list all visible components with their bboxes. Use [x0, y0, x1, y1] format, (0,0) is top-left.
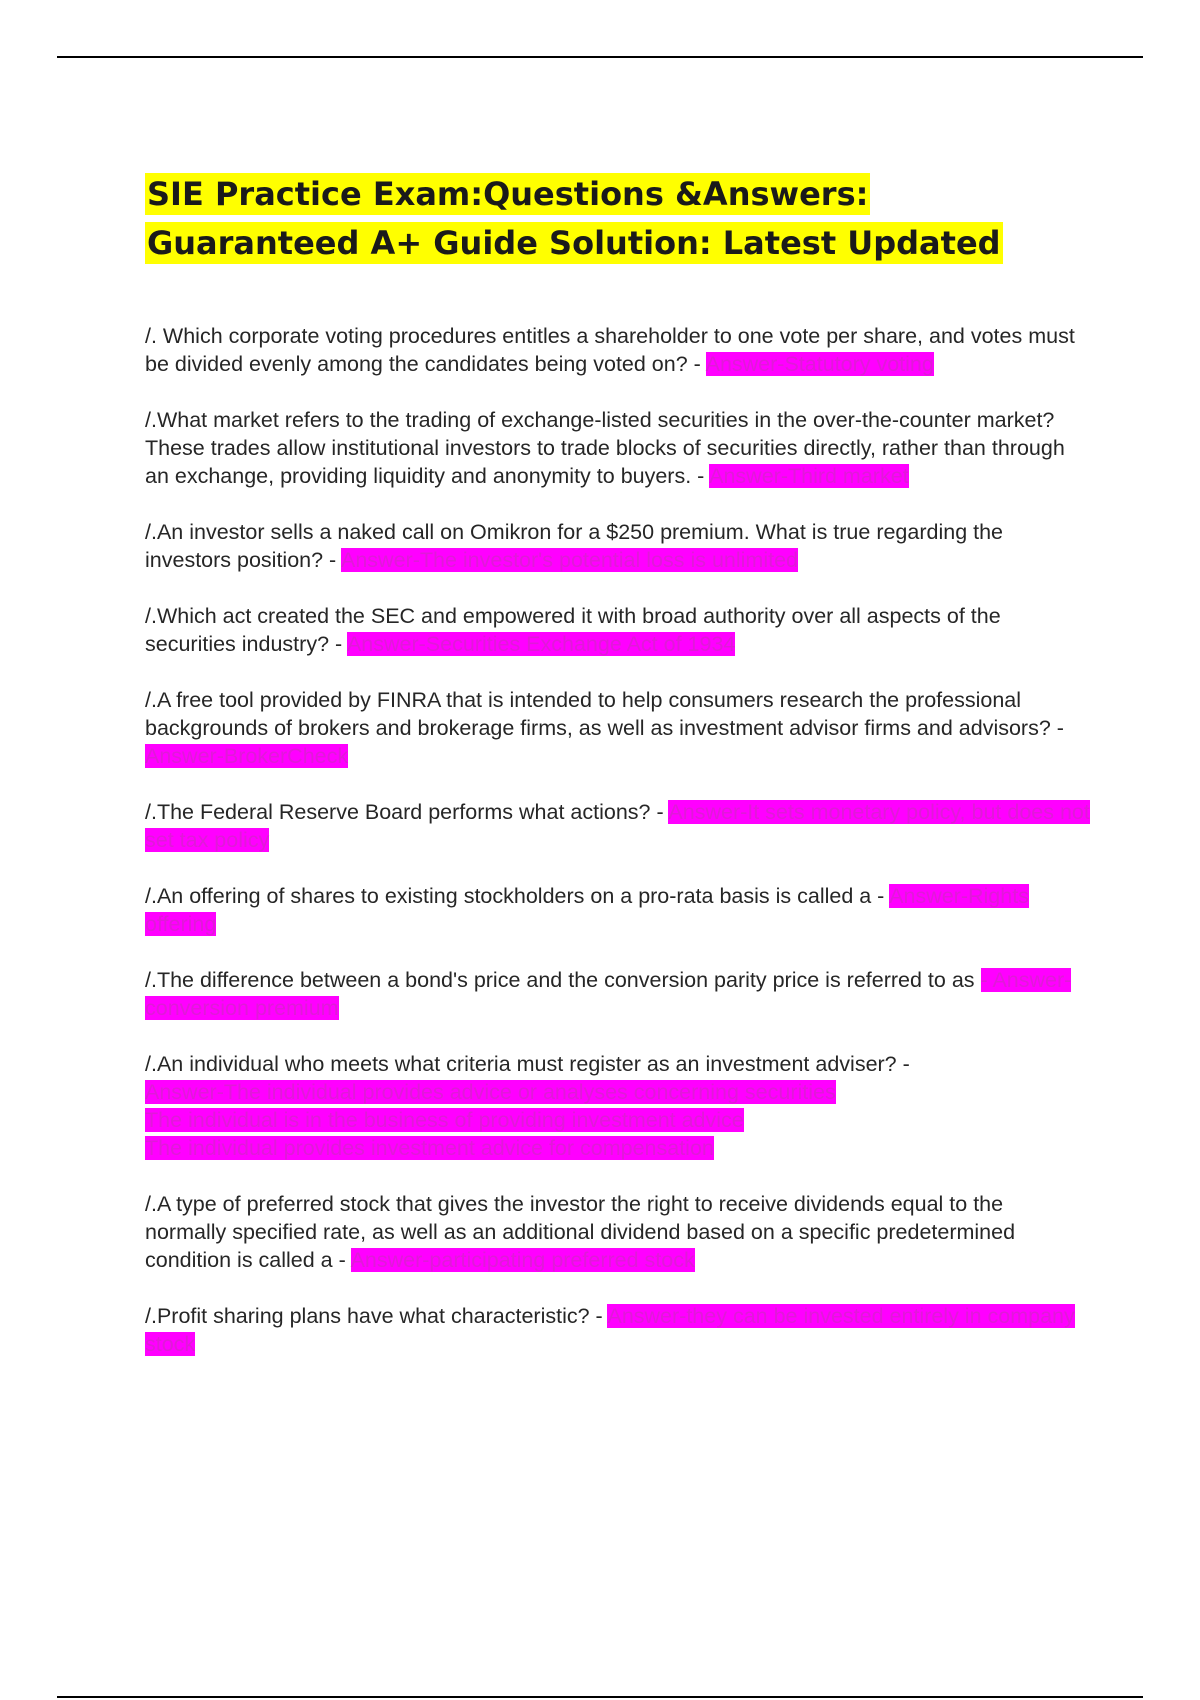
answer-highlight: Answer-BrokerCheck [145, 744, 349, 768]
qa-item [145, 686, 1090, 770]
answer-highlight: Answer-The investor's potential loss is unlimited [341, 548, 798, 572]
question-text: /.Which act created the SEC and empowered it with broad authority over all aspects of the securities industry? - [145, 604, 1001, 656]
answer-highlight: Answer-they can be invested entirely in company stock [145, 1304, 1075, 1356]
answer-highlight: Answer-participating preferred stock [350, 1248, 695, 1272]
qa-item [145, 406, 1090, 490]
question-text: /.Profit sharing plans have what characteristic? - [145, 1304, 608, 1328]
bottom-rule [57, 1696, 1143, 1698]
answer-highlight: Answer-Securities Exchange Act of 1934 [346, 632, 736, 656]
document-body [145, 170, 1090, 1386]
question-text: /.A type of preferred stock that gives the investor the right to receive dividends equal to the normally specified rate, as well as an additional dividend based on a specific predetermined condition is called a - [145, 1192, 1016, 1272]
document-title [145, 170, 1090, 268]
top-rule [57, 56, 1143, 58]
answer-highlight: Answer-It sets monetary policy, but does not set tax policy [145, 800, 1090, 852]
qa-item [145, 882, 1090, 938]
question-text: /.An individual who meets what criteria must register as an investment adviser? - [145, 1052, 910, 1076]
qa-list [145, 322, 1090, 1358]
answer-highlight: Answer-Statutory voting [705, 352, 934, 376]
question-text: /.The Federal Reserve Board performs what actions? - [145, 800, 669, 824]
qa-item [145, 322, 1090, 378]
question-text: /. Which corporate voting procedures entitles a shareholder to one vote per share, and votes must be divided evenly among the candidates being voted on? - [145, 324, 1075, 376]
qa-item [145, 602, 1090, 658]
question-text: /.A free tool provided by FINRA that is intended to help consumers research the professional backgrounds of brokers and brokerage firms, as well as investment advisor firms and advisors? - [145, 688, 1064, 740]
answer-highlight-line: Answer-The individual provides advice or analyses concerning securities [145, 1080, 836, 1104]
qa-item [145, 1302, 1090, 1358]
title-highlight: SIE Practice Exam:Questions &Answers: Guaranteed A+ Guide Solution: Latest Updated [147, 175, 1001, 262]
answer-highlight-line: The individual provides investment advice for compensation [145, 1136, 714, 1160]
qa-item [145, 966, 1090, 1022]
question-text: /.An offering of shares to existing stockholders on a pro-rata basis is called a - [145, 884, 890, 908]
question-text: /.An investor sells a naked call on Omikron for a $250 premium. What is true regarding the investors position? - [145, 520, 1004, 572]
question-text: /.The difference between a bond's price and the conversion parity price is referred to as [145, 968, 981, 992]
qa-item [145, 1050, 1090, 1162]
answer-highlight: Answer-Third market [709, 464, 909, 488]
answer-highlight: Answer-Rights offering [145, 884, 1029, 936]
qa-item [145, 798, 1090, 854]
question-text: /.What market refers to the trading of exchange-listed securities in the over-the-counter market? These trades allow institutional investors to trade blocks of securities directly, rather than through an exchange, providing liquidity and anonymity to buyers. - [145, 408, 1065, 488]
answer-highlight-line: The individual is in the business of providing investment advice [145, 1108, 744, 1132]
answer-highlight: - Answer-conversion premium [145, 968, 1072, 1020]
qa-item [145, 1190, 1090, 1274]
qa-item [145, 518, 1090, 574]
